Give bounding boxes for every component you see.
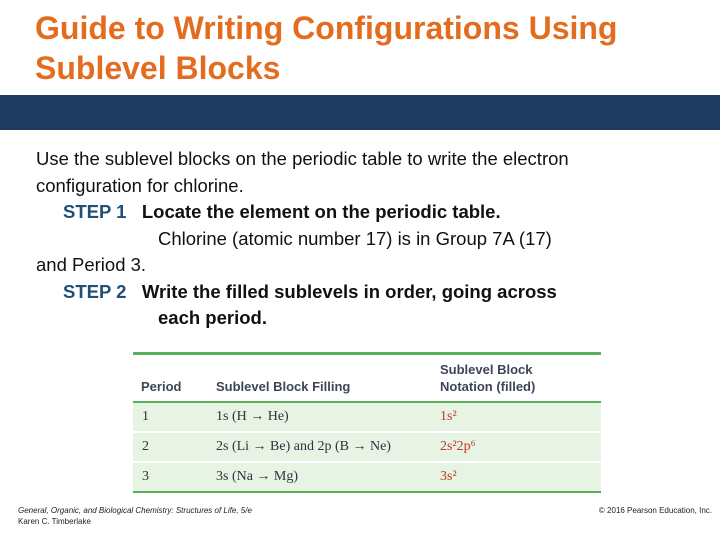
header-filling: Sublevel Block Filling: [216, 379, 351, 394]
intro-line-1: Use the sublevel blocks on the periodic table to write the electron: [36, 148, 569, 169]
header-notation-line2: Notation (filled): [440, 379, 536, 394]
row-period: 1: [142, 409, 149, 424]
row-notation: 2s²2p⁶: [440, 439, 476, 454]
header-notation-line1: Sublevel Block: [440, 362, 533, 377]
step-1-detail: Chlorine (atomic number 17) is in Group 7A (17): [158, 227, 552, 249]
source-author: Karen C. Timberlake: [18, 517, 91, 526]
row-period: 3: [142, 469, 149, 484]
table-row: [133, 463, 601, 493]
source-title: General, Organic, and Biological Chemistry: Structures of Life, 5/e: [18, 506, 252, 515]
row-filling: 2s (Li → Be) and 2p (B → Ne): [216, 439, 391, 454]
sublevel-block-table: [133, 352, 601, 493]
header-period: Period: [141, 379, 182, 394]
row-notation: 3s²: [440, 469, 457, 484]
step-1-text: Locate the element on the periodic table.: [141, 201, 501, 222]
source-citation: [18, 505, 252, 527]
step-2-text-cont: each period.: [158, 307, 267, 328]
step-1-label: STEP 1: [63, 201, 127, 222]
row-period: 2: [142, 439, 149, 454]
step-2: [36, 279, 696, 306]
step-1-detail-cont: and Period 3.: [36, 254, 147, 275]
slide-body: [36, 146, 696, 332]
intro-line-2: configuration for chlorine.: [36, 174, 244, 196]
row-notation: 1s²: [440, 409, 457, 424]
table-row: [133, 433, 601, 463]
step-2-text: Write the filled sublevels in order, going across: [141, 280, 557, 302]
row-filling: 1s (H → He): [216, 409, 289, 424]
step-2-label: STEP 2: [63, 280, 127, 302]
table-row: [133, 403, 601, 433]
table-header: [133, 355, 601, 403]
row-filling: 3s (Na → Mg): [216, 469, 299, 484]
header-notation: [440, 361, 535, 395]
step-1: [36, 199, 696, 226]
copyright: © 2016 Pearson Education, Inc.: [598, 506, 712, 515]
header-band: [0, 95, 720, 130]
slide-title: Guide to Writing Configurations Using Sublevel Blocks: [35, 10, 618, 86]
